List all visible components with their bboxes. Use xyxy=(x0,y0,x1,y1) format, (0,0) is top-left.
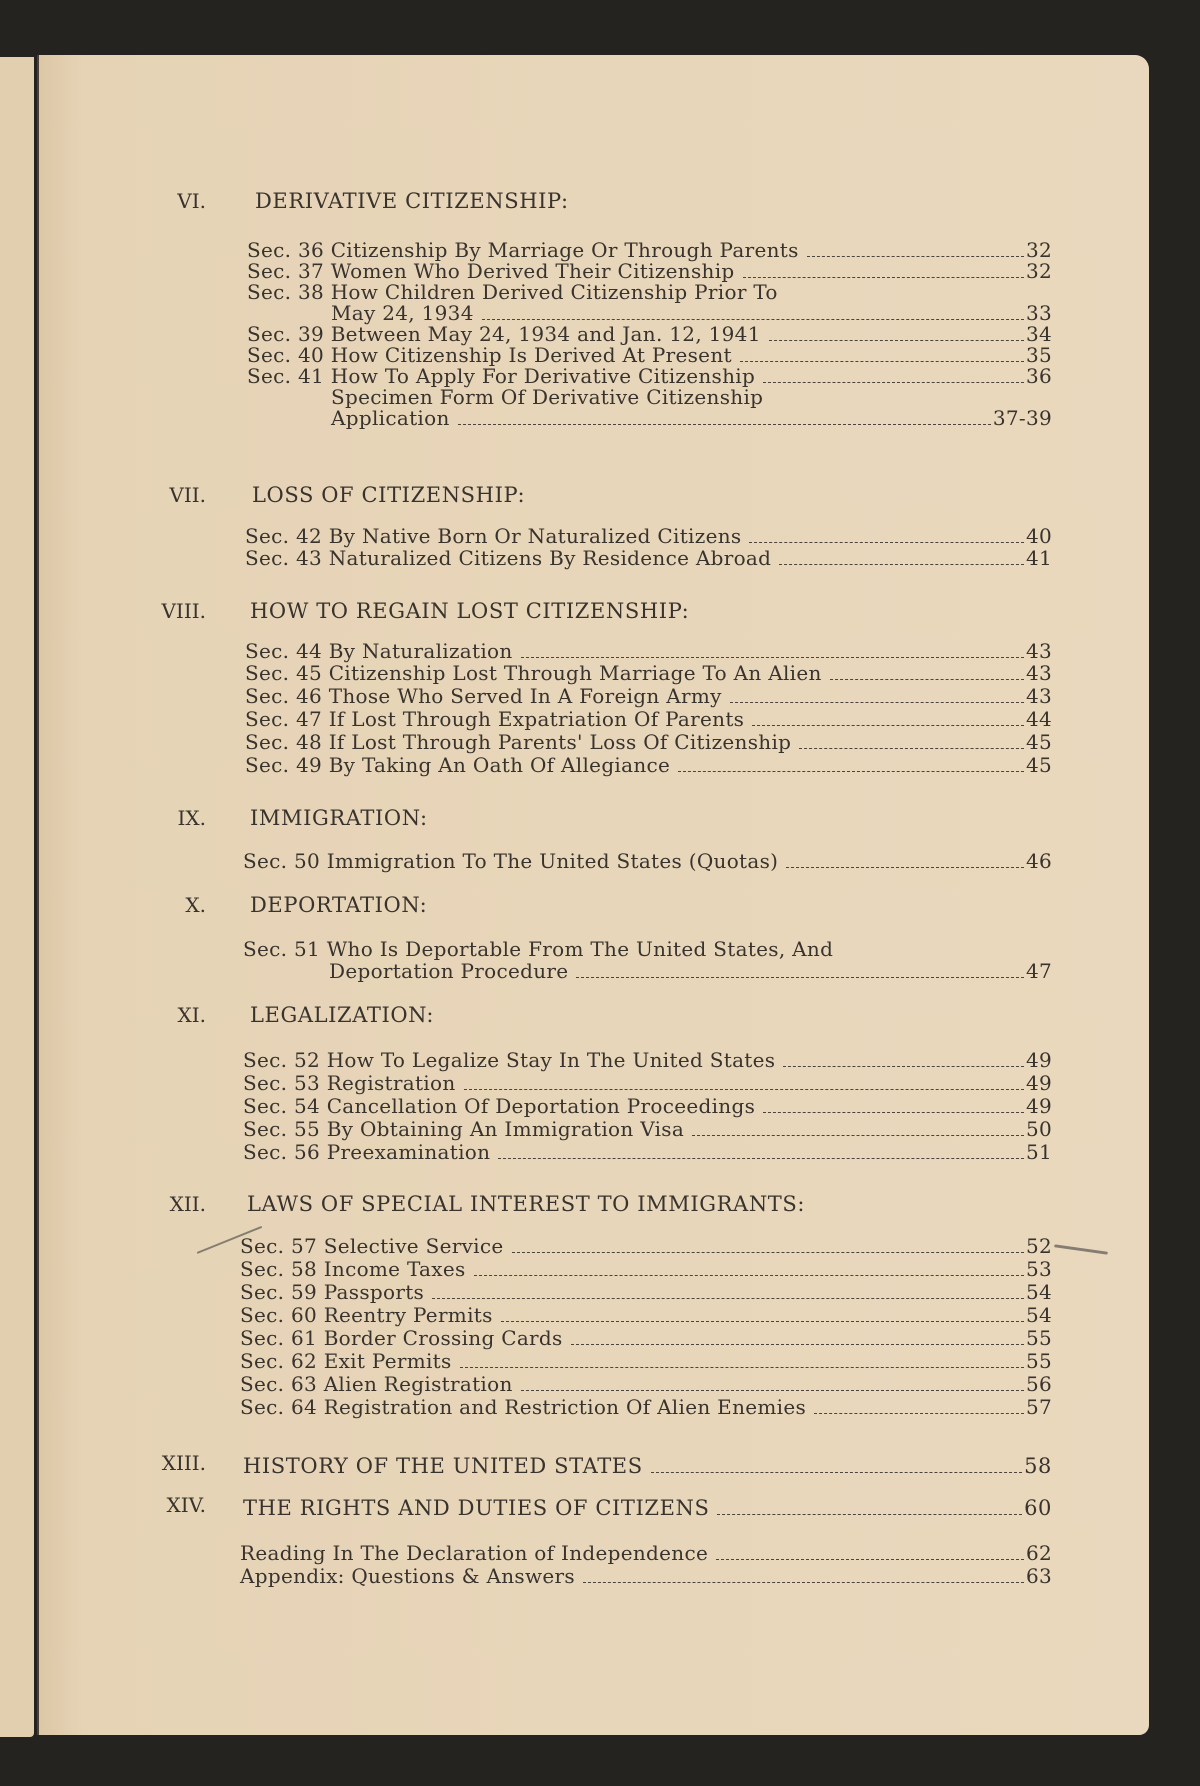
page-number: 56 xyxy=(1025,1372,1052,1396)
page-number: 35 xyxy=(1025,343,1052,367)
dot-leader xyxy=(521,657,1024,658)
entry-title: Reading In The Declaration of Independence xyxy=(240,1541,709,1565)
section-numeral: XI. xyxy=(177,1003,206,1027)
dot-leader xyxy=(783,1066,1024,1067)
section-numeral: XIII. xyxy=(161,1451,206,1475)
section-numeral: VII. xyxy=(169,483,206,507)
section-numeral: XIV. xyxy=(166,1493,206,1517)
toc-entry[interactable] xyxy=(245,526,1052,547)
dot-leader xyxy=(743,277,1024,278)
section-number: Sec. 62 xyxy=(240,1349,318,1373)
toc-entry-continuation[interactable] xyxy=(331,408,1052,429)
entry-title: Selective Service xyxy=(323,1234,504,1258)
section-number: Sec. 41 xyxy=(247,364,325,388)
page-number: 49 xyxy=(1025,1071,1052,1095)
toc-entry[interactable] xyxy=(245,732,1052,753)
dot-leader xyxy=(807,256,1024,257)
section-number: Sec. 37 xyxy=(247,259,325,283)
dot-leader xyxy=(769,340,1024,341)
page-number: 32 xyxy=(1025,259,1052,283)
page-number: 63 xyxy=(1025,1564,1052,1588)
toc-entry[interactable] xyxy=(247,366,1052,387)
dot-leader xyxy=(458,424,991,425)
section-numeral: XII. xyxy=(169,1192,206,1216)
dot-leader xyxy=(752,725,1024,726)
dot-leader xyxy=(830,679,1024,680)
section-number: Sec. 46 xyxy=(245,684,323,708)
entry-title: Registration xyxy=(326,1071,456,1095)
section-number: Sec. 42 xyxy=(245,524,323,548)
entry-title: How Children Derived Citizenship Prior To xyxy=(330,280,778,304)
toc-entry[interactable] xyxy=(243,1073,1052,1094)
entry-title: If Lost Through Parents' Loss Of Citizenship xyxy=(328,730,792,754)
entry-title: How To Apply For Derivative Citizenship xyxy=(330,364,756,388)
toc-entry[interactable] xyxy=(240,1236,1052,1257)
entry-title: Immigration To The United States (Quotas) xyxy=(326,849,779,873)
section-number: Sec. 58 xyxy=(240,1257,318,1281)
page-number: 54 xyxy=(1025,1280,1052,1304)
section-heading: HOW TO REGAIN LOST CITIZENSHIP: xyxy=(250,599,690,623)
page-number: 41 xyxy=(1025,546,1052,570)
section-numeral: IX. xyxy=(177,806,206,830)
dot-leader xyxy=(583,1582,1024,1583)
page-number: 51 xyxy=(1025,1140,1052,1164)
dot-leader xyxy=(521,1390,1024,1391)
dot-leader xyxy=(730,702,1024,703)
toc-entry[interactable] xyxy=(243,939,833,960)
toc-entry[interactable] xyxy=(245,755,1052,776)
facing-page-edge xyxy=(0,57,34,1737)
page-number: 43 xyxy=(1025,661,1052,685)
section-heading: IMMIGRATION: xyxy=(250,806,428,830)
toc-entry[interactable] xyxy=(245,663,1052,684)
page-number: 49 xyxy=(1025,1048,1052,1072)
entry-title: Naturalized Citizens By Residence Abroad xyxy=(328,546,772,570)
toc-entry[interactable] xyxy=(243,851,1052,872)
toc-entry-continuation[interactable] xyxy=(331,303,1052,324)
toc-entry[interactable] xyxy=(331,387,763,408)
section-number: Sec. 52 xyxy=(243,1048,321,1072)
entry-title: Who Is Deportable From The United States, And xyxy=(326,937,834,961)
page-number: 58 xyxy=(1024,1454,1052,1478)
entry-title: If Lost Through Expatriation Of Parents xyxy=(328,707,745,731)
page-number: 54 xyxy=(1025,1303,1052,1327)
page-number: 52 xyxy=(1025,1234,1052,1258)
entry-title: Exit Permits xyxy=(323,1349,452,1373)
toc-entry-continuation[interactable] xyxy=(329,961,1052,982)
dot-leader xyxy=(749,542,1023,543)
section-heading: DERIVATIVE CITIZENSHIP: xyxy=(255,189,569,213)
section-number: Sec. 43 xyxy=(245,546,323,570)
section-heading: HISTORY OF THE UNITED STATES xyxy=(243,1454,643,1478)
toc-entry[interactable] xyxy=(245,641,1052,662)
page-number: 55 xyxy=(1025,1349,1052,1373)
page-number: 60 xyxy=(1024,1496,1052,1520)
entry-title: By Native Born Or Naturalized Citizens xyxy=(328,524,742,548)
toc-entry[interactable] xyxy=(247,282,778,303)
section-number: Sec. 61 xyxy=(240,1326,318,1350)
dot-leader xyxy=(763,1112,1024,1113)
toc-chapter-entry[interactable] xyxy=(243,1495,1052,1519)
section-number: Sec. 59 xyxy=(240,1280,318,1304)
toc-entry[interactable] xyxy=(243,1096,1052,1117)
page-number: 55 xyxy=(1025,1326,1052,1350)
toc-entry[interactable] xyxy=(245,686,1052,707)
page-number: 46 xyxy=(1025,849,1052,873)
entry-title: Income Taxes xyxy=(323,1257,466,1281)
dot-leader xyxy=(716,1559,1024,1560)
entry-title: How To Legalize Stay In The United States xyxy=(326,1048,776,1072)
entry-title: Border Crossing Cards xyxy=(323,1326,563,1350)
section-number: Sec. 45 xyxy=(245,661,323,685)
toc-entry[interactable] xyxy=(247,345,1052,366)
page-number: 44 xyxy=(1025,707,1052,731)
section-heading: LOSS OF CITIZENSHIP: xyxy=(252,483,526,507)
dot-leader xyxy=(814,1413,1024,1414)
dot-leader xyxy=(651,1472,1022,1473)
dot-leader xyxy=(512,1252,1024,1253)
dot-leader xyxy=(740,361,1024,362)
section-number: Sec. 60 xyxy=(240,1303,318,1327)
page-number: 62 xyxy=(1025,1541,1052,1565)
dot-leader xyxy=(779,564,1024,565)
dot-leader xyxy=(498,1158,1024,1159)
entry-title-continued: Deportation Procedure xyxy=(329,959,569,983)
toc-entry[interactable] xyxy=(245,709,1052,730)
section-number: Sec. 47 xyxy=(245,707,323,731)
dot-leader xyxy=(763,382,1024,383)
section-number: Sec. 49 xyxy=(245,753,323,777)
entry-title-continued: Application xyxy=(331,406,450,430)
entry-title: Passports xyxy=(323,1280,425,1304)
section-number: Sec. 44 xyxy=(245,639,323,663)
toc-entry[interactable] xyxy=(240,1328,1052,1349)
toc-chapter-entry[interactable] xyxy=(243,1453,1052,1477)
entry-title: Those Who Served In A Foreign Army xyxy=(328,684,722,708)
dot-leader xyxy=(501,1321,1024,1322)
section-number: Sec. 54 xyxy=(243,1094,321,1118)
section-heading: THE RIGHTS AND DUTIES OF CITIZENS xyxy=(243,1496,710,1520)
page-number: 47 xyxy=(1025,959,1052,983)
toc-entry[interactable] xyxy=(240,1305,1052,1326)
page-number: 36 xyxy=(1025,364,1052,388)
entry-title: Registration and Restriction Of Alien Enemies xyxy=(323,1395,807,1419)
page-number: 43 xyxy=(1025,684,1052,708)
section-number: Sec. 50 xyxy=(243,849,321,873)
section-heading: LAWS OF SPECIAL INTEREST TO IMMIGRANTS: xyxy=(247,1192,806,1216)
dot-leader xyxy=(717,1514,1022,1515)
entry-title-continued: May 24, 1934 xyxy=(331,301,474,325)
section-number: Sec. 57 xyxy=(240,1234,318,1258)
page-number: 37-39 xyxy=(992,406,1052,430)
entry-title: Specimen Form Of Derivative Citizenship xyxy=(331,385,764,409)
toc-entry[interactable] xyxy=(240,1259,1052,1280)
section-number: Sec. 36 xyxy=(247,238,325,262)
toc-entry[interactable] xyxy=(247,240,1052,261)
entry-title: By Taking An Oath Of Allegiance xyxy=(328,753,671,777)
section-number: Sec. 63 xyxy=(240,1372,318,1396)
dot-leader xyxy=(678,771,1024,772)
entry-title: Alien Registration xyxy=(323,1372,513,1396)
toc-entry[interactable] xyxy=(240,1351,1052,1372)
section-number: Sec. 48 xyxy=(245,730,323,754)
toc-entry[interactable] xyxy=(240,1397,1052,1418)
dot-leader xyxy=(482,319,1024,320)
page-number: 57 xyxy=(1025,1395,1052,1419)
toc-entry[interactable] xyxy=(247,324,1052,345)
dot-leader xyxy=(576,977,1024,978)
section-heading: DEPORTATION: xyxy=(250,893,428,917)
dot-leader xyxy=(464,1089,1024,1090)
entry-title: Cancellation Of Deportation Proceedings xyxy=(326,1094,756,1118)
page-number: 40 xyxy=(1025,524,1052,548)
section-number: Sec. 55 xyxy=(243,1117,321,1141)
section-numeral: X. xyxy=(185,893,206,917)
entry-title: Between May 24, 1934 and Jan. 12, 1941 xyxy=(330,322,761,346)
entry-title: By Naturalization xyxy=(328,639,513,663)
page-number: 45 xyxy=(1025,753,1052,777)
page-number: 49 xyxy=(1025,1094,1052,1118)
page-number: 32 xyxy=(1025,238,1052,262)
section-number: Sec. 39 xyxy=(247,322,325,346)
dot-leader xyxy=(432,1298,1024,1299)
entry-title: Reentry Permits xyxy=(323,1303,493,1327)
page-number: 53 xyxy=(1025,1257,1052,1281)
entry-title: Preexamination xyxy=(326,1140,491,1164)
section-number: Sec. 40 xyxy=(247,343,325,367)
section-heading: LEGALIZATION: xyxy=(250,1003,435,1027)
section-number: Sec. 38 xyxy=(247,280,325,304)
entry-title: Women Who Derived Their Citizenship xyxy=(330,259,735,283)
entry-title: Citizenship Lost Through Marriage To An Alien xyxy=(328,661,822,685)
toc-entry[interactable] xyxy=(245,548,1052,569)
section-number: Sec. 56 xyxy=(243,1140,321,1164)
toc-entry[interactable] xyxy=(240,1566,1052,1587)
page-number: 50 xyxy=(1025,1117,1052,1141)
page-number: 34 xyxy=(1025,322,1052,346)
entry-title: By Obtaining An Immigration Visa xyxy=(326,1117,685,1141)
toc-entry[interactable] xyxy=(243,1050,1052,1071)
dot-leader xyxy=(474,1275,1024,1276)
toc-entry[interactable] xyxy=(243,1142,1052,1163)
toc-entry[interactable] xyxy=(240,1374,1052,1395)
section-number: Sec. 53 xyxy=(243,1071,321,1095)
toc-entry[interactable] xyxy=(240,1543,1052,1564)
page-number: 33 xyxy=(1025,301,1052,325)
entry-title: Appendix: Questions & Answers xyxy=(240,1564,575,1588)
section-number: Sec. 64 xyxy=(240,1395,318,1419)
entry-title: How Citizenship Is Derived At Present xyxy=(330,343,732,367)
toc-entry[interactable] xyxy=(247,261,1052,282)
dot-leader xyxy=(786,867,1024,868)
dot-leader xyxy=(571,1344,1024,1345)
section-numeral: VI. xyxy=(177,189,206,213)
page-number: 43 xyxy=(1025,639,1052,663)
section-numeral: VIII. xyxy=(161,599,206,623)
entry-title: Citizenship By Marriage Or Through Parents xyxy=(330,238,799,262)
dot-leader xyxy=(692,1135,1024,1136)
dot-leader xyxy=(799,748,1024,749)
toc-entry[interactable] xyxy=(240,1282,1052,1303)
dot-leader xyxy=(460,1367,1024,1368)
page-number: 45 xyxy=(1025,730,1052,754)
section-number: Sec. 51 xyxy=(243,937,321,961)
toc-entry[interactable] xyxy=(243,1119,1052,1140)
